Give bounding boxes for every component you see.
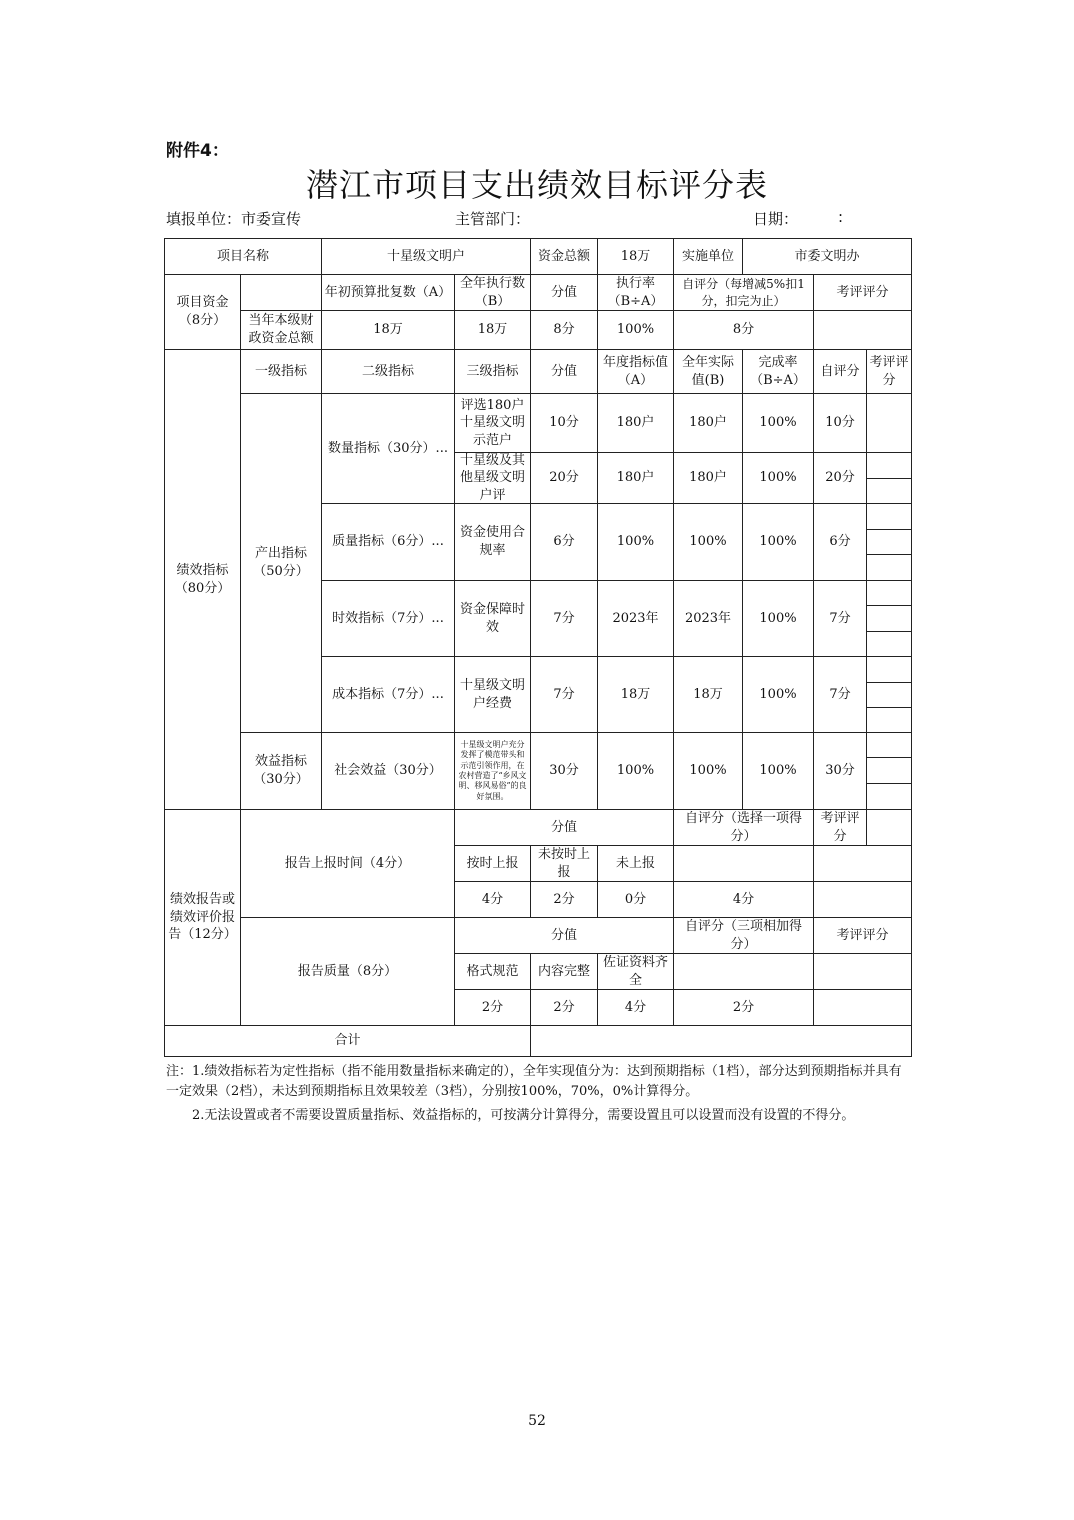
cell-total-funds: 18万 <box>597 238 674 275</box>
cell-project-name-label: 项目名称 <box>164 238 322 275</box>
cell-h-score: 分值 <box>530 274 598 311</box>
cell-l2-quality: 质量指标（6分）... <box>321 503 455 581</box>
cell-not-reported: 未上报 <box>597 845 674 882</box>
cell-perf-0-l3: 评选180户十星级文明示范户 <box>454 393 531 453</box>
cell-h-perf-self: 自评分 <box>813 349 867 394</box>
page-title: 潜江市项目支出绩效目标评分表 <box>305 166 768 204</box>
cell-perf-0-rate: 100% <box>742 393 814 453</box>
cell-impl-unit-label: 实施单位 <box>673 238 743 275</box>
cell-perf-0-actual: 180户 <box>673 393 743 453</box>
cell-on-time-pts: 4分 <box>454 881 531 918</box>
cell-benefit: 效益指标（30分） <box>240 732 322 810</box>
date-label: 日期： <box>753 210 799 228</box>
cell-perf-4-rate: 100% <box>742 656 814 733</box>
cell-perf-eval-7 <box>866 605 912 632</box>
cell-perf-2-actual: 100% <box>673 503 743 581</box>
cell-perf-5-actual: 100% <box>673 732 743 810</box>
cell-perf-eval-4 <box>866 529 912 555</box>
note-1: 注：1.绩效指标若为定性指标（指不能用数量指标来确定的），全年实现值分为：达到预期指标（1档），部分达到预期指标并具有一定效果（2档），未达到预期指标且效果较差（3档），分别按100%，70%，0%计算得分。 <box>166 1064 902 1099</box>
cell-rq-self: 自评分（三项相加得分） <box>673 917 814 954</box>
cell-perf-5-self: 30分 <box>813 732 867 810</box>
cell-perf-eval-12 <box>866 732 912 758</box>
cell-perf-eval-13 <box>866 757 912 784</box>
cell-perf-4-target: 18万 <box>597 656 674 733</box>
attachment-label: 附件4： <box>166 141 229 161</box>
cell-perf-5-l3: 十星级文明户充分发挥了模范带头和示范引领作用，在农村营造了“乡风文明、移风易俗”的良好氛围。 <box>454 732 531 810</box>
cell-perf-3-self: 7分 <box>813 580 867 657</box>
cell-l2-timeliness: 时效指标（7分）... <box>321 580 455 657</box>
cell-perf-eval-14 <box>866 783 912 810</box>
cell-perf-5-rate: 100% <box>742 732 814 810</box>
cell-perf-3-actual: 2023年 <box>673 580 743 657</box>
cell-evidence: 佐证资料齐全 <box>597 953 674 990</box>
cell-perf-4-self: 7分 <box>813 656 867 733</box>
cell-perf-eval-0 <box>866 393 912 453</box>
cell-perf-section: 绩效指标（80分） <box>164 349 241 810</box>
cell-not-reported-pts: 0分 <box>597 881 674 918</box>
cell-rq-eval-blank2 <box>813 989 912 1026</box>
cell-perf-eval-10 <box>866 682 912 708</box>
cell-funds-exec: 18万 <box>454 310 531 350</box>
cell-perf-1-self: 20分 <box>813 452 867 504</box>
cell-funds-rate: 100% <box>597 310 674 350</box>
cell-late-pts: 2分 <box>530 881 598 918</box>
cell-perf-0-score: 10分 <box>530 393 598 453</box>
cell-h-actual: 全年实际值(B) <box>673 349 743 394</box>
cell-h-perf-eval: 考评评分 <box>866 349 912 394</box>
cell-report-section: 绩效报告或绩效评价报告（12分） <box>164 809 241 1026</box>
cell-l2-cost: 成本指标（7分）... <box>321 656 455 733</box>
cell-rt-self-score: 4分 <box>673 881 814 918</box>
cell-format: 格式规范 <box>454 953 531 990</box>
cell-perf-3-l3: 资金保障时效 <box>454 580 531 657</box>
cell-perf-3-target: 2023年 <box>597 580 674 657</box>
cell-total-funds-label: 资金总额 <box>530 238 598 275</box>
cell-perf-2-self: 6分 <box>813 503 867 581</box>
cell-funds-blank <box>240 274 322 311</box>
supervising-dept: 主管部门： <box>455 210 531 228</box>
cell-rt-self: 自评分（选择一项得分） <box>673 809 814 846</box>
cell-h-perf-score: 分值 <box>530 349 598 394</box>
reporting-unit: 填报单位：市委宣传 <box>166 210 302 228</box>
cell-rt-eval-blank <box>866 809 912 846</box>
cell-perf-3-score: 7分 <box>530 580 598 657</box>
cell-perf-1-score: 20分 <box>530 452 598 504</box>
cell-funds-score: 8分 <box>530 310 598 350</box>
cell-h-target: 年度指标值（A） <box>597 349 674 394</box>
cell-rq-self-blank <box>673 953 814 990</box>
cell-report-time: 报告上报时间（4分） <box>240 809 455 918</box>
cell-perf-2-rate: 100% <box>742 503 814 581</box>
cell-content: 内容完整 <box>530 953 598 990</box>
cell-perf-1-rate: 100% <box>742 452 814 504</box>
cell-perf-1-l3: 十星级及其他星级文明户评 <box>454 452 531 504</box>
cell-h-l1: 一级指标 <box>240 349 322 394</box>
cell-rt-eval-blank2 <box>813 845 912 882</box>
cell-rq-eval: 考评评分 <box>813 917 912 954</box>
cell-l2-social: 社会效益（30分） <box>321 732 455 810</box>
cell-perf-5-score: 30分 <box>530 732 598 810</box>
cell-perf-eval-5 <box>866 554 912 581</box>
cell-perf-2-l3: 资金使用合规率 <box>454 503 531 581</box>
cell-funds-budget: 18万 <box>321 310 455 350</box>
cell-h-rate: 执行率（B÷A） <box>597 274 674 311</box>
cell-perf-eval-1 <box>866 452 912 479</box>
cell-funds-section: 项目资金（8分） <box>164 274 241 350</box>
cell-rt-eval-blank3 <box>813 881 912 918</box>
cell-late: 未按时上报 <box>530 845 598 882</box>
cell-perf-3-rate: 100% <box>742 580 814 657</box>
cell-funds-eval <box>813 310 912 350</box>
cell-perf-eval-9 <box>866 656 912 683</box>
cell-h-l3: 三级指标 <box>454 349 531 394</box>
cell-perf-4-score: 7分 <box>530 656 598 733</box>
cell-perf-0-self: 10分 <box>813 393 867 453</box>
cell-perf-5-target: 100% <box>597 732 674 810</box>
cell-perf-4-actual: 18万 <box>673 656 743 733</box>
cell-rt-eval: 考评评分 <box>813 809 867 846</box>
cell-perf-1-target: 180户 <box>597 452 674 504</box>
cell-report-quality: 报告质量（8分） <box>240 917 455 1026</box>
cell-h-exec: 全年执行数（B） <box>454 274 531 311</box>
cell-on-time: 按时上报 <box>454 845 531 882</box>
cell-project-name: 十星级文明户 <box>321 238 531 275</box>
cell-h-complete-rate: 完成率（B÷A） <box>742 349 814 394</box>
cell-total-value <box>530 1025 912 1057</box>
note-2: 2.无法设置或者不需要设置质量指标、效益指标的，可按满分计算得分，需要设置且可以设置而没有设置的不得分。 <box>192 1108 855 1123</box>
cell-rt-self-blank <box>673 845 814 882</box>
cell-perf-eval-8 <box>866 631 912 657</box>
cell-funds-self: 8分 <box>673 310 814 350</box>
cell-l2-quantity: 数量指标（30分）... <box>321 393 455 504</box>
cell-h-eval: 考评评分 <box>813 274 912 311</box>
cell-h-l2: 二级指标 <box>321 349 455 394</box>
cell-total-label: 合计 <box>164 1025 531 1057</box>
cell-perf-1-actual: 180户 <box>673 452 743 504</box>
cell-h-budget: 年初预算批复数（A） <box>321 274 455 311</box>
cell-rq-eval-blank <box>813 953 912 990</box>
cell-perf-2-target: 100% <box>597 503 674 581</box>
cell-funds-row-label: 当年本级财政资金总额 <box>240 310 322 350</box>
date-value: : <box>838 208 844 226</box>
cell-rq-h-score: 分值 <box>454 917 674 954</box>
cell-content-pts: 2分 <box>530 989 598 1026</box>
cell-rq-self-score: 2分 <box>673 989 814 1026</box>
cell-format-pts: 2分 <box>454 989 531 1026</box>
cell-rt-h-score: 分值 <box>454 809 674 846</box>
cell-perf-4-l3: 十星级文明户经费 <box>454 656 531 733</box>
cell-h-self: 自评分（每增减5%扣1分，扣完为止） <box>673 274 814 311</box>
cell-perf-eval-6 <box>866 580 912 606</box>
cell-output: 产出指标（50分） <box>240 393 322 733</box>
cell-perf-eval-3 <box>866 503 912 530</box>
cell-evidence-pts: 4分 <box>597 989 674 1026</box>
cell-perf-0-target: 180户 <box>597 393 674 453</box>
cell-perf-eval-11 <box>866 707 912 733</box>
cell-impl-unit: 市委文明办 <box>742 238 912 275</box>
cell-perf-eval-2 <box>866 478 912 504</box>
page-number: 52 <box>528 1413 546 1429</box>
cell-perf-2-score: 6分 <box>530 503 598 581</box>
